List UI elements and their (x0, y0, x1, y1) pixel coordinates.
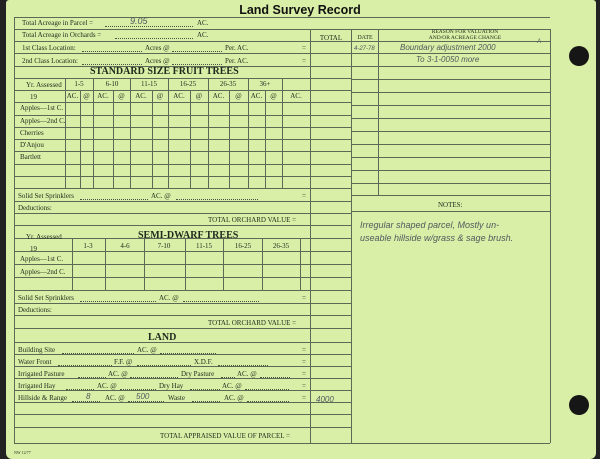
fill-line (78, 377, 106, 378)
equals: = (302, 44, 306, 52)
semi-age-group-label: 26-35 (272, 242, 290, 250)
frame-left (14, 17, 15, 443)
irrigated-pasture-label: Irrigated Pasture (18, 370, 65, 378)
form-row-line (14, 213, 351, 214)
reason-header-line2: AND/OR ACREAGE CHANGE (428, 35, 502, 41)
semi-age-group-label: 11-15 (195, 242, 213, 250)
semi-grid-column (144, 238, 145, 290)
semi-year-prefix: 19 (30, 245, 37, 253)
column-at-header: @ (118, 92, 125, 100)
ac-label: AC. (197, 31, 209, 39)
fill-line (72, 401, 100, 402)
ac-at-label: AC. @ (137, 346, 157, 354)
column-at-header: @ (156, 92, 164, 100)
reason-row-line (351, 157, 550, 158)
equals: = (302, 346, 306, 354)
column-at-header: @ (195, 92, 203, 100)
fill-line (221, 377, 235, 378)
fill-line (172, 51, 222, 52)
form-row-line (14, 29, 351, 30)
form-row-line (14, 315, 351, 316)
class2-label: 2nd Class Location: (22, 57, 78, 65)
reason-row-line (351, 144, 550, 145)
standard-grid-column (248, 90, 249, 188)
fill-line (62, 353, 134, 354)
ac-label: AC. (197, 19, 209, 27)
hillside-total-value[interactable]: 4000 (316, 395, 334, 404)
standard-age-group-label: 36+ (259, 80, 271, 88)
fill-line (176, 199, 258, 200)
frame-bottom (14, 443, 550, 444)
fill-line (105, 26, 193, 27)
column-ac-header: AC. (66, 92, 79, 100)
reason-row-line (351, 183, 550, 184)
column-at-header: @ (270, 92, 277, 100)
form-row-line (14, 427, 351, 428)
standard-age-group-label: 11-15 (140, 80, 158, 88)
standard-age-group-label: 1-5 (74, 80, 84, 88)
frame-top (14, 17, 550, 18)
semi-age-group-label: 7-10 (157, 242, 171, 250)
standard-row-label: Apples—1st C. (20, 104, 64, 112)
standard-sprinklers-ac-label: AC. @ (151, 192, 171, 200)
standard-trees-heading: STANDARD SIZE FRUIT TREES (90, 66, 239, 77)
semi-age-group-label: 1-3 (83, 242, 93, 250)
acres-at-label: Acres @ (145, 57, 170, 65)
reason-row-line (351, 53, 550, 54)
ac-at-label: AC. @ (237, 370, 257, 378)
fill-line (245, 389, 289, 390)
binder-hole-bottom (569, 395, 589, 415)
fill-line (80, 301, 156, 302)
ac-at-label: AC. @ (105, 394, 125, 402)
semi-total-orchard-value: TOTAL ORCHARD VALUE = (208, 319, 297, 327)
equals: = (302, 382, 306, 390)
reason-row-line (351, 118, 550, 119)
per-ac-label: Per. AC. (225, 57, 249, 65)
standard-grid-column (65, 90, 66, 188)
equals: = (302, 394, 306, 402)
semi-age-group-label: 4-6 (120, 242, 130, 250)
form-row-line (14, 342, 351, 343)
notes-line1[interactable]: Irregular shaped parcel, Mostly un- (360, 220, 500, 230)
equals: = (302, 192, 306, 200)
standard-grid-column (190, 90, 191, 188)
fill-line (80, 199, 148, 200)
reason-row-line (351, 66, 550, 67)
reason-entry-line1[interactable]: Boundary adjustment 2000 (400, 43, 496, 52)
semi-grid-column (223, 238, 224, 290)
fill-line (130, 377, 178, 378)
notes-heading: NOTES: (438, 201, 463, 209)
fill-line (128, 401, 164, 402)
semi-grid-column (300, 238, 301, 290)
fill-line (190, 389, 220, 390)
total-appraised-value-label: TOTAL APPRAISED VALUE OF PARCEL = (160, 432, 290, 440)
standard-age-group-label: 16-25 (179, 80, 197, 88)
form-row-line (14, 225, 351, 226)
form-row-line (14, 366, 351, 367)
fill-line (115, 38, 193, 39)
land-heading: LAND (148, 332, 177, 343)
notes-top (351, 195, 550, 196)
standard-grid-column (80, 90, 81, 188)
water-front-label: Water Front (18, 358, 52, 366)
equals: = (302, 57, 306, 65)
semi-yr-assessed-label: Yr. Assessed (26, 233, 62, 241)
ac-at-label: AC. @ (97, 382, 117, 390)
standard-row-label: D'Anjou (20, 141, 44, 149)
total-acreage-orchards-label: Total Acreage in Orchards = (22, 31, 102, 39)
irrigated-hay-label: Irrigated Hay (18, 382, 56, 390)
ac-at-label: AC. @ (224, 394, 244, 402)
semi-row-label: Apples—2nd C. (20, 268, 66, 276)
total-column-header: TOTAL (319, 34, 343, 42)
standard-grid-column (208, 90, 209, 188)
form-title: Land Survey Record (239, 3, 361, 17)
column-ac-header: AC. (173, 92, 185, 100)
column-ac-header: AC. (250, 92, 263, 100)
ff-at-label: F.F. @ (114, 358, 133, 366)
form-row-line (14, 354, 351, 355)
standard-deductions-label: Deductions: (18, 204, 52, 212)
reason-row-line (351, 92, 550, 93)
column-at-header: @ (235, 92, 242, 100)
ac-at-label: AC. @ (108, 370, 128, 378)
semi-sprinklers-ac-label: AC. @ (159, 294, 179, 302)
semi-deductions-label: Deductions: (18, 306, 52, 314)
dry-hay-label: Dry Hay (159, 382, 184, 390)
fill-line (82, 64, 142, 65)
standard-sprinklers-label: Solid Set Sprinklers (18, 192, 75, 200)
form-row-line (14, 290, 351, 291)
reason-row-line (351, 105, 550, 106)
class1-label: 1st Class Location: (22, 44, 76, 52)
year-prefix: 19 (30, 93, 37, 101)
fill-line (58, 365, 112, 366)
hillside-rate-value[interactable]: 500 (136, 392, 150, 401)
column-ac-header: AC. (212, 92, 225, 100)
waste-label: Waste (168, 394, 185, 402)
standard-row-label: Apples—2nd C. (20, 117, 66, 125)
column-ac-header: AC. (97, 92, 109, 100)
standard-total-orchard-value: TOTAL ORCHARD VALUE = (208, 216, 297, 224)
column-at-header: @ (83, 92, 90, 100)
reason-row-line (351, 79, 550, 80)
standard-grid-column (168, 90, 169, 188)
form-row-line (14, 201, 351, 202)
fill-line (160, 353, 216, 354)
standard-age-divider (208, 78, 209, 90)
standard-grid-column (152, 90, 153, 188)
standard-grid-column (113, 90, 114, 188)
standard-row-label: Cherries (20, 129, 44, 137)
standard-grid-column (229, 90, 230, 188)
form-code: NW 12/77 (14, 450, 31, 455)
standard-age-group-label: 26-35 (219, 80, 237, 88)
reason-entry-mark: A (537, 39, 542, 45)
equals: = (302, 370, 306, 378)
total-acreage-parcel-label: Total Acreage in Parcel = (22, 19, 94, 27)
semi-dwarf-heading: SEMI-DWARF TREES (138, 230, 239, 241)
form-row-line (14, 41, 351, 42)
fill-line (137, 365, 191, 366)
standard-grid-column (130, 90, 131, 188)
standard-grid-column (265, 90, 266, 188)
column-ac-header: AC. (290, 92, 302, 100)
xdf-label: X.D.F. (194, 358, 213, 366)
fill-line (260, 377, 290, 378)
building-site-label: Building Site (18, 346, 56, 354)
dry-pasture-label: Dry Pasture (181, 370, 215, 378)
reason-row-line (351, 170, 550, 171)
hillside-range-label: Hillside & Range (18, 394, 67, 402)
fill-line (183, 301, 259, 302)
standard-age-divider (168, 78, 169, 90)
date-column-header: DATE (357, 35, 373, 41)
fill-line (192, 401, 220, 402)
equals: = (302, 358, 306, 366)
ac-at-label: AC. @ (222, 382, 242, 390)
form-row-line (14, 328, 351, 329)
binder-hole-top (569, 46, 589, 66)
reason-header-line1: REASON FOR VALUATION (431, 29, 499, 35)
fill-line (218, 365, 268, 366)
semi-row-label: Apples—1st C. (20, 255, 64, 263)
standard-grid-column (310, 90, 311, 188)
semi-sprinklers-label: Solid Set Sprinklers (18, 294, 75, 302)
fill-line (82, 51, 142, 52)
equals: = (302, 294, 306, 302)
fill-line (120, 389, 156, 390)
per-ac-label: Per. AC. (225, 44, 249, 52)
fill-line (172, 64, 222, 65)
notes-line2[interactable]: useable hillside w/grass & sage brush. (360, 233, 514, 243)
yr-assessed-label: Yr. Assessed (26, 81, 62, 89)
standard-grid-column (93, 90, 94, 188)
notes-heading-line (351, 211, 550, 212)
acres-at-label: Acres @ (145, 44, 170, 52)
form-row-line (14, 53, 351, 54)
standard-grid-column (282, 90, 283, 188)
total-acreage-value[interactable]: 9.05 (130, 16, 148, 26)
frame-right (550, 29, 551, 443)
standard-row-label: Bartlett (20, 153, 41, 161)
form-row-line (14, 414, 351, 415)
form-row-line (14, 188, 351, 189)
hillside-acres-value[interactable]: 8 (86, 392, 91, 401)
column-ac-header: AC. (135, 92, 147, 100)
fill-line (247, 401, 289, 402)
semi-age-group-label: 16-25 (234, 242, 252, 250)
standard-age-group-label: 6-10 (105, 80, 119, 88)
fill-line (66, 389, 94, 390)
form-row-line (14, 303, 351, 304)
reason-date-entry[interactable]: 4-27-78 (354, 46, 375, 52)
reason-entry-line2[interactable]: To 3-1-0050 more (416, 55, 480, 64)
reason-row-line (351, 131, 550, 132)
